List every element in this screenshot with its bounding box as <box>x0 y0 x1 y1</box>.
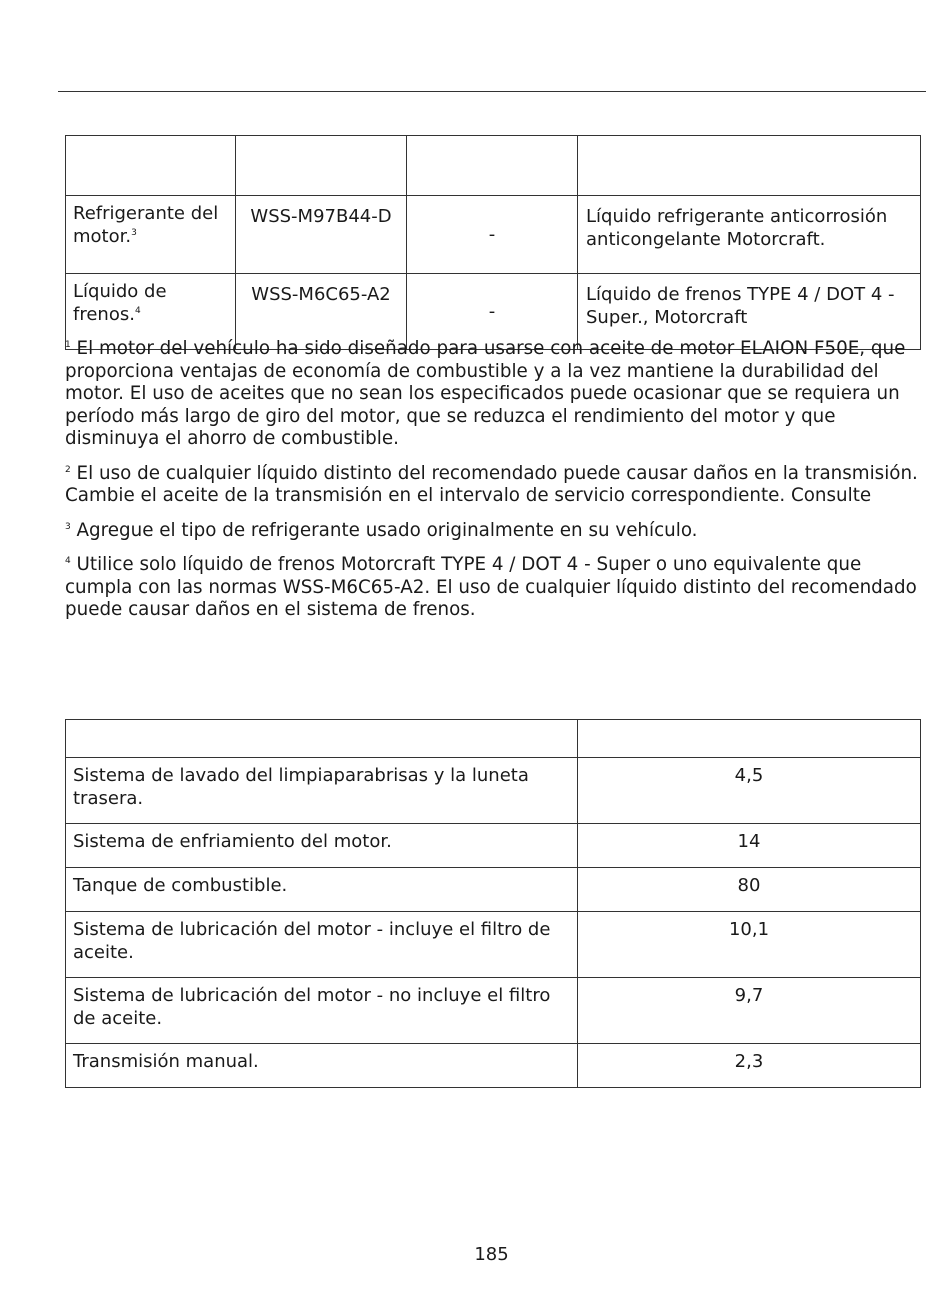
header-rule <box>58 91 926 92</box>
table-row <box>66 824 921 868</box>
table-row <box>66 978 921 1044</box>
description-cell: Líquido de frenos TYPE 4 / DOT 4 - Super., Motorcraft <box>578 274 921 350</box>
item-cell: Sistema de lavado del limpiaparabrisas y la luneta trasera. <box>66 758 578 824</box>
header-cell <box>66 136 236 196</box>
fluid-name: Líquido de frenos. <box>73 281 167 325</box>
capacity-value: 9,7 <box>578 978 921 1044</box>
table-row <box>66 868 921 912</box>
item-cell: Sistema de lubricación del motor - no incluye el filtro de aceite. <box>66 978 578 1044</box>
header-cell <box>66 720 578 758</box>
footnotes <box>65 338 923 634</box>
footnote <box>65 520 923 543</box>
value-cell: - <box>407 196 578 274</box>
footnote-number: 1 <box>65 339 71 350</box>
header-cell <box>578 720 921 758</box>
capacity-value: 80 <box>578 868 921 912</box>
value-cell: - <box>407 274 578 350</box>
spec-cell: WSS-M6C65-A2 <box>236 274 407 350</box>
footnote-number: 4 <box>65 555 71 566</box>
footnote <box>65 554 923 622</box>
table-row <box>66 1044 921 1088</box>
footnote-ref: 4 <box>134 306 141 316</box>
spec-cell: WSS-M97B44-D <box>236 196 407 274</box>
footnote-number: 3 <box>65 521 71 532</box>
description-cell: Líquido refrigerante anticorrosión anticongelante Motorcraft. <box>578 196 921 274</box>
capacity-value: 10,1 <box>578 912 921 978</box>
header-cell <box>407 136 578 196</box>
footnote-text: El motor del vehículo ha sido diseñado para usarse con aceite de motor ELAION F50E, que proporciona ventajas de economía de combustible y a la vez mantiene la durabilidad del motor. El uso de aceites que no sean los especificados puede ocasionar que se requiera un período más largo de giro del motor, que se reduzca el rendimiento del motor y que disminuya el ahorro de combustible. <box>65 338 906 449</box>
footnote-text: Agregue el tipo de refrigerante usado originalmente en su vehículo. <box>76 519 698 541</box>
table-row <box>66 758 921 824</box>
header-cell <box>236 136 407 196</box>
footnote <box>65 463 923 508</box>
item-cell: Tanque de combustible. <box>66 868 578 912</box>
table-row <box>66 912 921 978</box>
footnote <box>65 338 923 451</box>
capacity-table <box>65 719 921 1088</box>
footnote-ref: 3 <box>131 228 137 238</box>
item-cell: Sistema de lubricación del motor - incluye el filtro de aceite. <box>66 912 578 978</box>
capacity-value: 14 <box>578 824 921 868</box>
table-row <box>66 196 921 274</box>
footnote-number: 2 <box>65 464 71 475</box>
fluid-spec-table <box>65 135 921 350</box>
fluid-name: Refrigerante del motor. <box>73 203 219 247</box>
item-cell: Transmisión manual. <box>66 1044 578 1088</box>
item-cell: Sistema de enfriamiento del motor. <box>66 824 578 868</box>
capacity-value: 4,5 <box>578 758 921 824</box>
header-cell <box>578 136 921 196</box>
table-header-row <box>66 136 921 196</box>
capacity-value: 2,3 <box>578 1044 921 1088</box>
table-header-row <box>66 720 921 758</box>
footnote-text: Utilice solo líquido de frenos Motorcraft TYPE 4 / DOT 4 - Super o uno equivalente que cumpla con las normas WSS-M6C65-A2. El uso de cualquier líquido distinto del recomendado puede causar daños en el sistema de frenos. <box>65 554 917 620</box>
footnote-text: El uso de cualquier líquido distinto del recomendado puede causar daños en la transmisión. Cambie el aceite de la transmisión en el intervalo de servicio correspondiente. Consulte <box>65 462 918 506</box>
page-number: 185 <box>474 1244 509 1265</box>
fluid-name-cell <box>66 196 236 274</box>
